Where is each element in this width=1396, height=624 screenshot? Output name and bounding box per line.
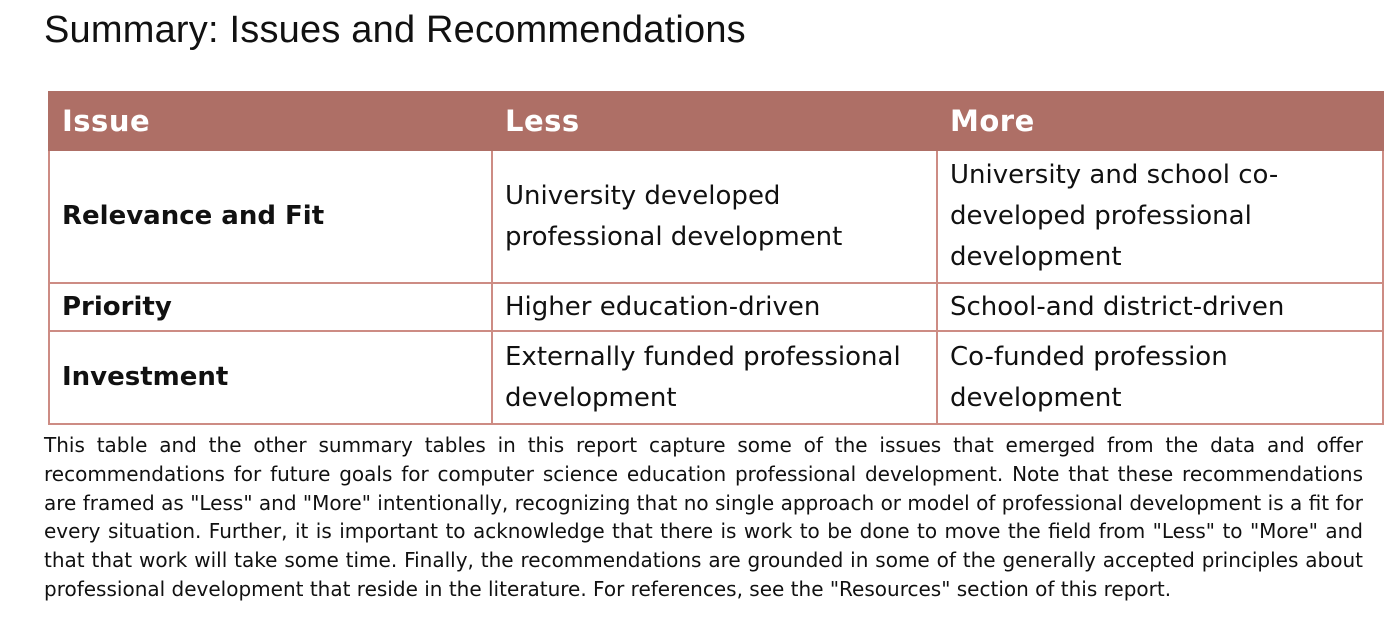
table-header xyxy=(49,92,1383,150)
table-row xyxy=(49,283,1383,331)
table-row xyxy=(49,150,1383,283)
issue-cell: Relevance and Fit xyxy=(49,150,492,283)
more-cell: Co-funded profession development xyxy=(937,331,1383,424)
table-header-row xyxy=(49,92,1383,150)
table-row xyxy=(49,331,1383,424)
less-cell: University developed professional development xyxy=(492,150,937,283)
more-cell: University and school co-developed professional development xyxy=(937,150,1383,283)
more-cell: School-and district-driven xyxy=(937,283,1383,331)
column-header-more: More xyxy=(937,92,1383,150)
less-cell: Externally funded professional development xyxy=(492,331,937,424)
issue-cell: Priority xyxy=(49,283,492,331)
less-cell: Higher education-driven xyxy=(492,283,937,331)
column-header-less: Less xyxy=(492,92,937,150)
column-header-issue: Issue xyxy=(49,92,492,150)
page-title: Summary: Issues and Recommendations xyxy=(44,9,746,51)
table-body xyxy=(49,150,1383,424)
issue-cell: Investment xyxy=(49,331,492,424)
issues-recommendations-table xyxy=(48,91,1384,425)
summary-paragraph: This table and the other summary tables in this report capture some of the issues that emerged from the data and offer recommendations for future goals for computer science education professional development. Note that these recommendations are framed as "Less" and "More" intentionally, recognizing that no single approach or model of professional development is a fit for every situation. Further, it is important to acknowledge that there is work to be done to move the field from "Less" to "More" and that that work will take some time. Finally, the recommendations are grounded in some of the generally accepted principles about professional development that reside in the literature. For references, see the "Resources" section of this report. xyxy=(44,433,1363,601)
